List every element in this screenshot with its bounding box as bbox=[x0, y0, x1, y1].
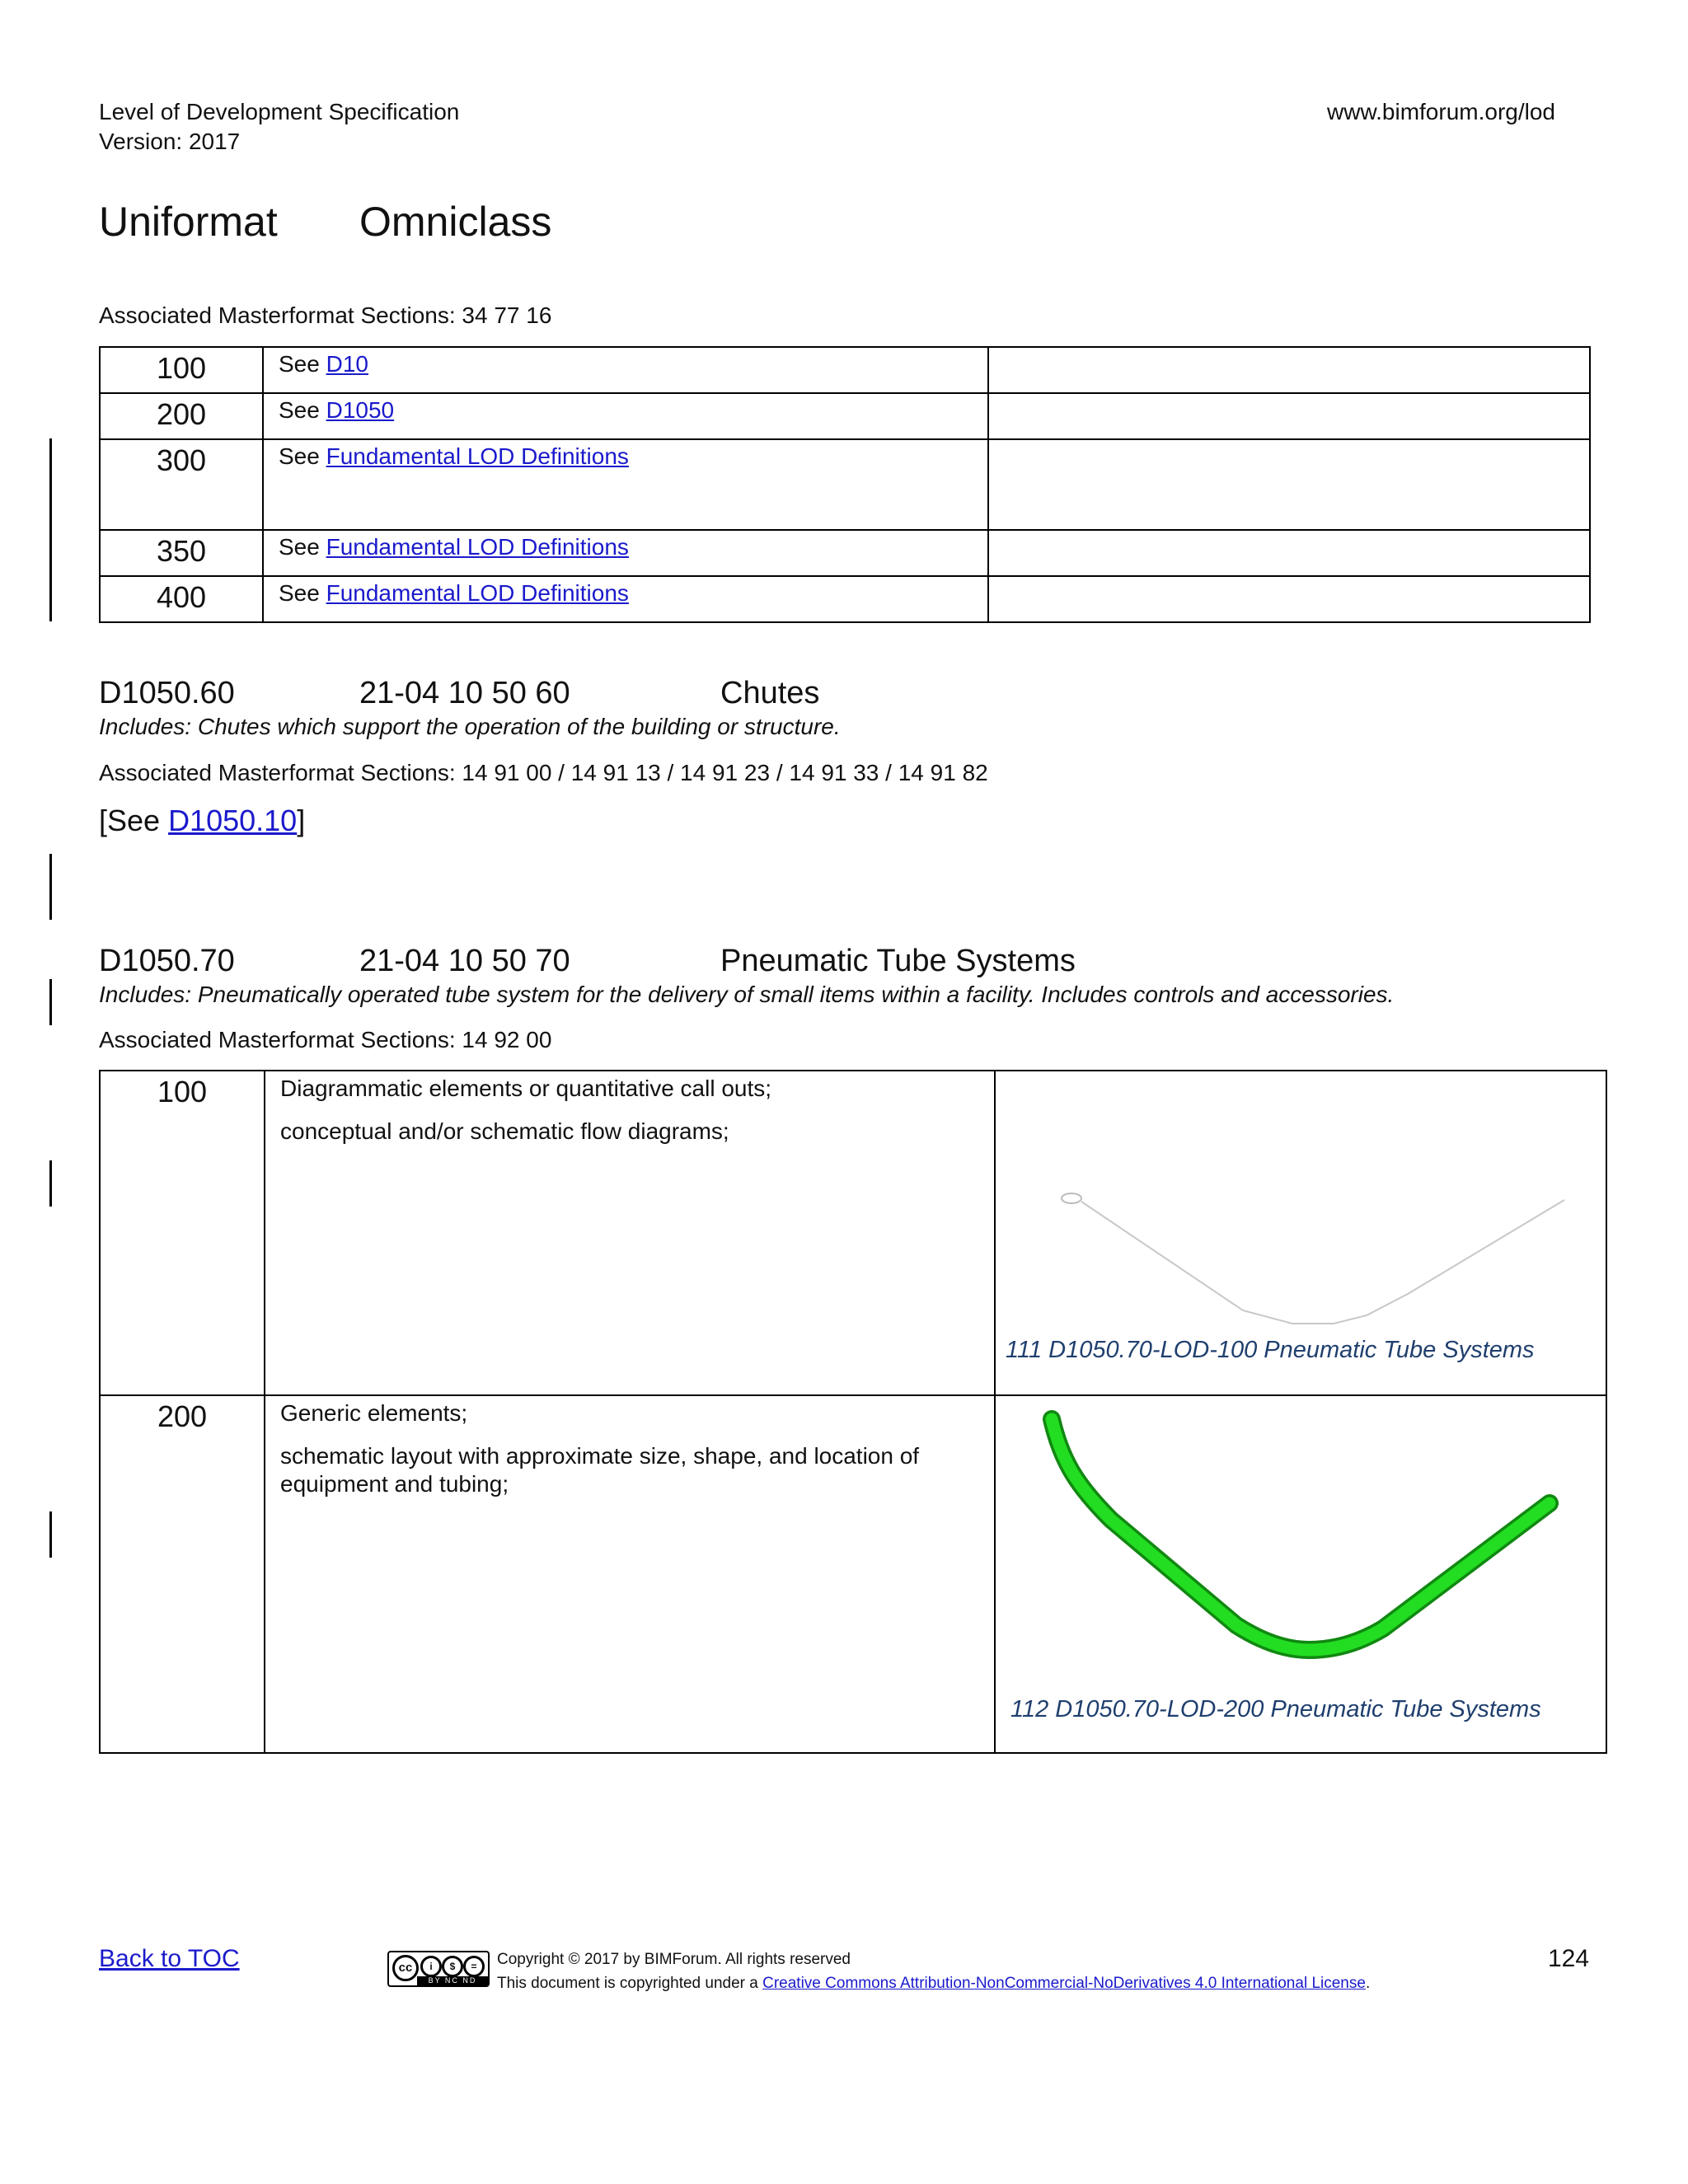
image-cell bbox=[988, 530, 1590, 576]
see-text: See bbox=[279, 397, 326, 423]
lod-description bbox=[263, 439, 988, 530]
image-cell bbox=[988, 393, 1590, 439]
table-row bbox=[100, 393, 1590, 439]
description-line: Diagrammatic elements or quantitative call outs; bbox=[280, 1076, 772, 1101]
lod-level: 200 bbox=[100, 1395, 265, 1753]
copyright-text: Copyright © 2017 by BIMForum. All rights reserved bbox=[497, 1951, 851, 1968]
change-bar bbox=[49, 1160, 52, 1207]
cc-badge-label: BY NC ND bbox=[417, 1976, 488, 1985]
lod-level: 100 bbox=[100, 1071, 265, 1395]
lod-description bbox=[265, 1071, 995, 1395]
header-url: www.bimforum.org/lod bbox=[1327, 99, 1555, 124]
tube-centerline bbox=[1081, 1200, 1564, 1324]
lod-level: 400 bbox=[100, 576, 263, 622]
image-cell bbox=[988, 439, 1590, 530]
link-fundamental-lod-definitions[interactable]: Fundamental LOD Definitions bbox=[326, 580, 629, 606]
figure-caption: 111 D1050.70-LOD-100 Pneumatic Tube Systems bbox=[1006, 1337, 1535, 1363]
image-cell bbox=[995, 1071, 1606, 1395]
by-icon: i bbox=[420, 1956, 442, 1977]
chutes-see-reference bbox=[99, 804, 305, 838]
table-row bbox=[100, 1071, 1606, 1395]
lod-description bbox=[263, 393, 988, 439]
license-link[interactable]: Creative Commons Attribution-NonCommercial-NoDerivatives 4.0 International License bbox=[762, 1975, 1366, 1992]
link-fundamental-lod-definitions[interactable]: Fundamental LOD Definitions bbox=[326, 534, 629, 560]
pneumatic-masterformat: Associated Masterformat Sections: 14 92 00 bbox=[99, 1027, 552, 1052]
pneumatic-code: D1050.70 bbox=[99, 944, 235, 978]
nd-icon: = bbox=[463, 1956, 485, 1977]
table-row bbox=[100, 1395, 1606, 1753]
masterformat-sections: Associated Masterformat Sections: 34 77 16 bbox=[99, 302, 552, 328]
pneumatic-includes: Includes: Pneumatically operated tube system for the delivery of small items within a facility. Includes controls and accessories. bbox=[99, 982, 1395, 1007]
lod-level: 200 bbox=[100, 393, 263, 439]
figure-caption: 112 D1050.70-LOD-200 Pneumatic Tube Systems bbox=[1010, 1696, 1541, 1722]
see-text: See bbox=[279, 351, 326, 377]
lod-level: 100 bbox=[100, 347, 263, 393]
see-text: See bbox=[279, 580, 326, 606]
lod-description bbox=[263, 347, 988, 393]
description-line: conceptual and/or schematic flow diagrams; bbox=[280, 1118, 729, 1144]
chutes-includes: Includes: Chutes which support the operation of the building or structure. bbox=[99, 714, 841, 739]
image-cell bbox=[995, 1395, 1606, 1753]
see-text: See bbox=[279, 534, 326, 560]
change-bar bbox=[49, 438, 52, 621]
lod-level: 300 bbox=[100, 439, 263, 530]
description-line: schematic layout with approximate size, shape, and location of equipment and tubing; bbox=[280, 1443, 920, 1497]
omniclass-heading: Omniclass bbox=[359, 199, 552, 245]
link-d1050-10[interactable]: D1050.10 bbox=[168, 804, 298, 837]
document-version: Version: 2017 bbox=[99, 129, 241, 154]
back-to-toc-link[interactable]: Back to TOC bbox=[99, 1945, 240, 1972]
license-suffix: . bbox=[1365, 1975, 1371, 1992]
chutes-title: Chutes bbox=[720, 676, 820, 710]
lod-table-overview bbox=[99, 346, 1591, 623]
image-cell bbox=[988, 576, 1590, 622]
image-cell bbox=[988, 347, 1590, 393]
pneumatic-omniclass: 21-04 10 50 70 bbox=[359, 944, 570, 978]
cc-license-badge bbox=[387, 1951, 490, 1987]
lod-level: 350 bbox=[100, 530, 263, 576]
change-bar bbox=[49, 979, 52, 1025]
link-fundamental-lod-definitions[interactable]: Fundamental LOD Definitions bbox=[326, 443, 629, 469]
description-line: Generic elements; bbox=[280, 1400, 468, 1426]
lod-description bbox=[265, 1395, 995, 1753]
pneumatic-title: Pneumatic Tube Systems bbox=[720, 944, 1076, 978]
tube-endpoint-marker bbox=[1062, 1193, 1081, 1203]
chutes-code: D1050.60 bbox=[99, 676, 235, 710]
table-row bbox=[100, 576, 1590, 622]
see-text: See bbox=[279, 443, 326, 469]
chutes-omniclass: 21-04 10 50 60 bbox=[359, 676, 570, 710]
page-number: 124 bbox=[1548, 1945, 1590, 1972]
see-text: [See bbox=[99, 804, 169, 837]
link-d10[interactable]: D10 bbox=[326, 351, 368, 377]
change-bar bbox=[49, 854, 52, 920]
license-text bbox=[497, 1975, 1370, 1993]
nc-icon: $ bbox=[442, 1956, 463, 1977]
uniformat-heading: Uniformat bbox=[99, 199, 278, 245]
table-row bbox=[100, 439, 1590, 530]
link-d1050[interactable]: D1050 bbox=[326, 397, 395, 423]
document-title: Level of Development Specification bbox=[99, 99, 460, 124]
pneumatic-tube bbox=[1052, 1419, 1550, 1650]
table-row bbox=[100, 530, 1590, 576]
see-text: ] bbox=[297, 804, 306, 837]
license-prefix: This document is copyrighted under a bbox=[497, 1975, 763, 1992]
lod-description bbox=[263, 530, 988, 576]
table-row bbox=[100, 347, 1590, 393]
change-bar bbox=[49, 1511, 52, 1558]
cc-icon: cc bbox=[392, 1955, 419, 1981]
chutes-masterformat: Associated Masterformat Sections: 14 91 00 / 14 91 13 / 14 91 23 / 14 91 33 / 14 91 82 bbox=[99, 760, 988, 785]
lod-table-pneumatic bbox=[99, 1070, 1607, 1754]
lod-description bbox=[263, 576, 988, 622]
